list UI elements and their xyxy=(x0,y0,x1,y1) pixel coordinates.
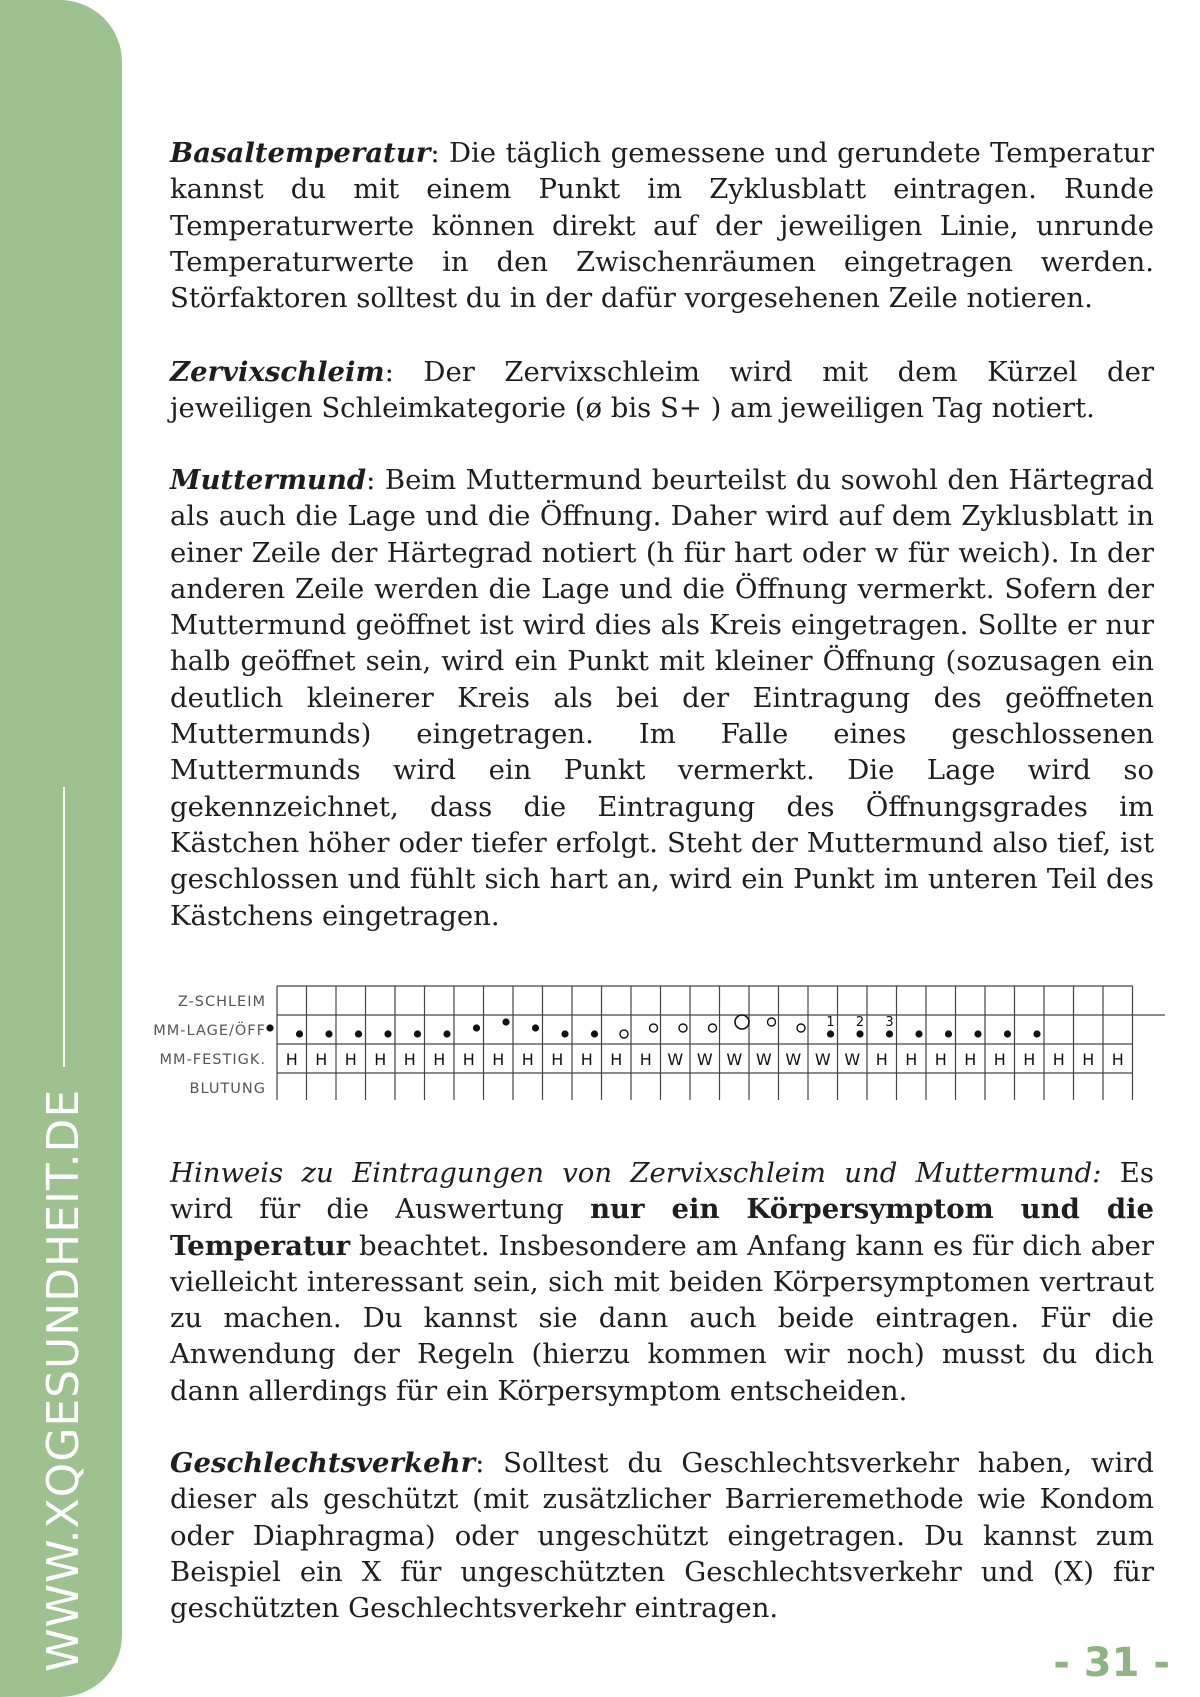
mm-position-dot xyxy=(1033,1030,1040,1037)
paragraph-hinweis xyxy=(170,1155,1154,1409)
mm-half-open-circle xyxy=(768,1018,776,1026)
sidebar xyxy=(0,0,122,1697)
mm-position-dot xyxy=(266,1024,273,1031)
paragraph-muttermund xyxy=(170,462,1154,934)
text-zervixschleim: : Der Zervixschleim wird mit dem Kürzel der jeweiligen Schleimkategorie (ø bis S+ ) am jeweiligen Tag notiert. xyxy=(170,356,1154,425)
mm-festigkeit-mark: H xyxy=(344,1050,357,1069)
term-muttermund: Muttermund xyxy=(170,464,367,496)
mm-position-dot xyxy=(886,1030,893,1037)
text-basaltemperatur: : Die täglich gemessene und gerundete Temperatur kannst du mit einem Punkt im Zyklusblatt eintragen. Runde Temperaturwerte können direkt auf der jeweiligen Linie, unrunde Temperaturwerte in den Zwischenräumen eingetragen werden. Störfaktoren solltest du in der dafür vorgesehenen Zeile notieren. xyxy=(170,137,1154,315)
mm-position-dot xyxy=(591,1030,598,1037)
mm-position-dot xyxy=(355,1030,362,1037)
mm-festigkeit-mark: H xyxy=(315,1050,328,1069)
mm-position-dot xyxy=(1004,1030,1011,1037)
mm-position-dot xyxy=(443,1030,450,1037)
mm-position-dot xyxy=(473,1024,480,1031)
sidebar-url-block xyxy=(38,787,111,1672)
term-geschlechtsverkehr: Geschlechtsverkehr xyxy=(170,1447,476,1479)
mm-festigkeit-mark: H xyxy=(492,1050,505,1069)
row-label: MM-LAGE/ÖFF xyxy=(153,1023,266,1039)
mm-festigkeit-mark: H xyxy=(1023,1050,1036,1069)
hinweis-bold: nur ein Körpersymptom und die Temperatur xyxy=(170,1193,1155,1262)
paragraph-zervixschleim xyxy=(170,354,1154,427)
mm-festigkeit-mark: H xyxy=(551,1050,564,1069)
mm-position-dot xyxy=(414,1030,421,1037)
mm-position-dot xyxy=(827,1030,834,1037)
mm-festigkeit-mark: H xyxy=(462,1050,475,1069)
mm-open-circle xyxy=(735,1015,749,1029)
mm-half-open-circle xyxy=(797,1024,805,1032)
mm-position-dot xyxy=(945,1030,952,1037)
mm-position-dot xyxy=(502,1018,509,1025)
mm-festigkeit-mark: H xyxy=(905,1050,918,1069)
mm-position-dot xyxy=(532,1024,539,1031)
mm-festigkeit-mark: W xyxy=(726,1050,743,1069)
mm-festigkeit-mark: H xyxy=(993,1050,1006,1069)
mm-festigkeit-mark: H xyxy=(1111,1050,1124,1069)
mm-position-dot xyxy=(915,1030,922,1037)
website-url: WWW.XQGESUNDHEIT.DE xyxy=(38,1088,89,1672)
mm-festigkeit-mark: H xyxy=(1052,1050,1065,1069)
row-label: Z-SCHLEIM xyxy=(177,994,266,1010)
mm-day-label: 3 xyxy=(885,1015,894,1030)
mm-festigkeit-mark: W xyxy=(814,1050,831,1069)
hinweis-text-2: beachtet. Insbesondere am Anfang kann es für dich aber vielleicht interessant sein, sich mit beiden Körpersymptomen vertraut zu machen. Du kannst sie dann auch beide eintragen. Für die Anwendung der Regeln (hierzu kommen wir noch) musst du dich dann allerdings für ein Körpersymptom entscheiden. xyxy=(170,1229,1154,1407)
term-basaltemperatur: Basaltemperatur xyxy=(170,137,431,169)
mm-position-dot xyxy=(561,1030,568,1037)
term-zervixschleim: Zervixschleim xyxy=(170,356,385,388)
mm-festigkeit-mark: H xyxy=(285,1050,298,1069)
mm-festigkeit-mark: W xyxy=(696,1050,713,1069)
mm-festigkeit-mark: H xyxy=(964,1050,977,1069)
hinweis-lead: Hinweis zu Eintragungen von Zervixschleim und Muttermund: xyxy=(170,1157,1102,1189)
mm-festigkeit-mark: H xyxy=(403,1050,416,1069)
mm-position-dot xyxy=(325,1030,332,1037)
mm-half-open-circle xyxy=(620,1030,628,1038)
paragraph-geschlechtsverkehr xyxy=(170,1445,1154,1626)
mm-festigkeit-mark: W xyxy=(755,1050,772,1069)
mm-position-dot xyxy=(296,1030,303,1037)
mm-position-dot xyxy=(974,1030,981,1037)
mm-festigkeit-mark: H xyxy=(433,1050,446,1069)
cycle-chart-excerpt xyxy=(0,980,1200,1100)
mm-day-label: 2 xyxy=(855,1015,865,1030)
mm-half-open-circle xyxy=(650,1024,658,1032)
mm-festigkeit-mark: H xyxy=(875,1050,888,1069)
mm-festigkeit-mark: H xyxy=(374,1050,387,1069)
text-geschlechtsverkehr: : Solltest du Geschlechtsverkehr haben, wird dieser als geschützt (mit zusätzlicher Barrieremethode wie Kondom oder Diaphragma) oder ungeschützt eingetragen. Du kannst zum Beispiel ein X für ungeschützten Geschlechtsverkehr und (X) für geschützten Geschlechtsverkehr eintragen. xyxy=(170,1447,1154,1625)
mm-position-dot xyxy=(384,1030,391,1037)
row-label: MM-FESTIGK. xyxy=(159,1052,266,1068)
mm-half-open-circle xyxy=(709,1024,717,1032)
mm-festigkeit-mark: H xyxy=(1082,1050,1095,1069)
page-number: - 31 - xyxy=(1053,1640,1170,1686)
text-muttermund: : Beim Muttermund beurteilst du sowohl den Härtegrad als auch die Lage und die Öffnung. Daher wird auf dem Zyklusblatt in einer Zeile der Härtegrad notiert (h für hart oder w für weich). In der anderen Zeile werden die Lage und die Öffnung vermerkt. Sofern der Muttermund geöffnet ist wird dies als Kreis eingetragen. Sollte er nur halb geöffnet sein, wird ein Punkt mit kleiner Öffnung (sozusagen ein deutlich kleinerer Kreis als bei der Eintragung des geöffneten Muttermunds) eingetragen. Im Falle eines geschlossenen Muttermunds wird ein Punkt vermerkt. Die Lage wird so gekennzeichnet, dass die Eintragung des Öffnungsgrades im Kästchen höher oder tiefer erfolgt. Steht der Muttermund also tief, ist geschlossen und fühlt sich hart an, wird ein Punkt im unteren Teil des Kästchens eingetragen. xyxy=(170,464,1154,932)
mm-festigkeit-mark: W xyxy=(667,1050,684,1069)
mm-day-label: 1 xyxy=(826,1015,835,1030)
mm-festigkeit-mark: W xyxy=(785,1050,802,1069)
mm-festigkeit-mark: H xyxy=(580,1050,593,1069)
mm-festigkeit-mark: H xyxy=(521,1050,534,1069)
mm-festigkeit-mark: W xyxy=(844,1050,861,1069)
mm-festigkeit-mark: H xyxy=(639,1050,652,1069)
paragraph-basaltemperatur xyxy=(170,135,1154,316)
hinweis-text-1: Es wird für die Auswertung xyxy=(170,1157,1154,1226)
mm-festigkeit-mark: H xyxy=(610,1050,623,1069)
row-label: BLUTUNG xyxy=(189,1081,266,1097)
mm-half-open-circle xyxy=(679,1024,687,1032)
mm-position-dot xyxy=(856,1030,863,1037)
mm-festigkeit-mark: H xyxy=(934,1050,947,1069)
